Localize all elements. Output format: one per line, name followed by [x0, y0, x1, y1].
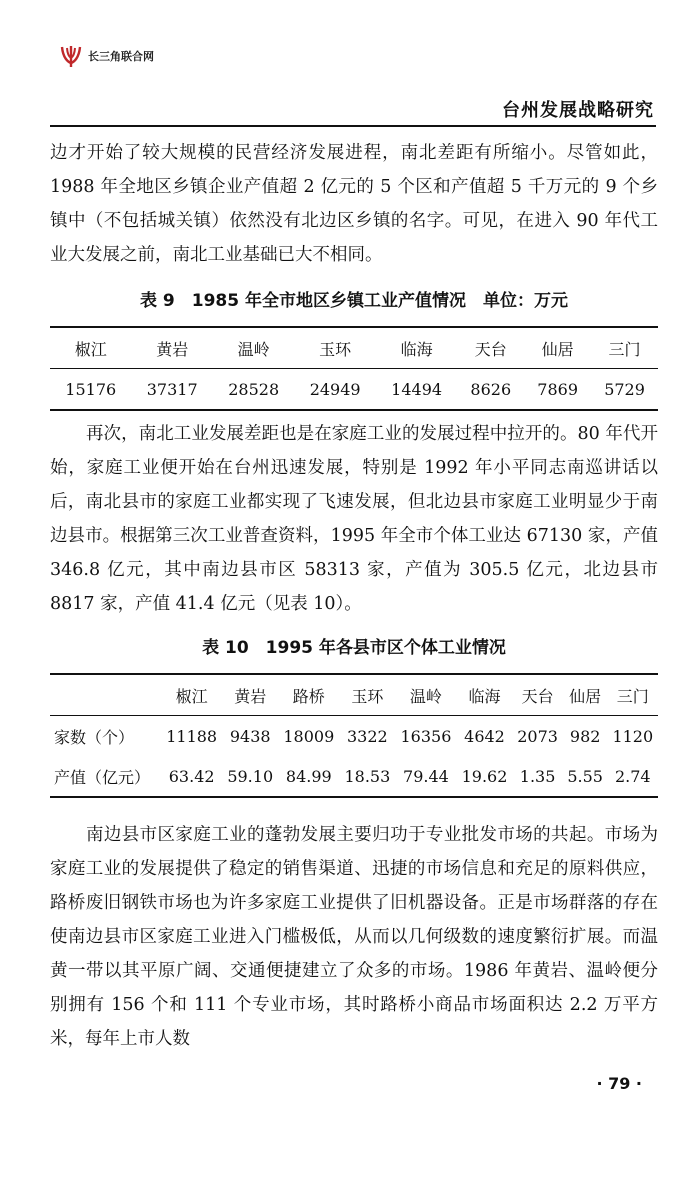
table-cell: 15176: [50, 369, 131, 411]
table-cell: 24949: [294, 369, 375, 411]
header-cell: 玉环: [319, 339, 352, 359]
header-cell: [50, 674, 161, 716]
table-cell: 1.35: [519, 766, 556, 786]
main-text: [50, 136, 658, 1056]
table-header-row: [50, 327, 658, 369]
table-cell: 3322: [339, 716, 395, 757]
header-cell: 临海: [468, 686, 501, 706]
row-label: 产值（亿元）: [54, 767, 151, 787]
table-cell: 2073: [512, 716, 562, 757]
table-cell: 18009: [278, 716, 339, 757]
header-cell: 临海: [400, 339, 433, 359]
header-rule: [50, 125, 656, 127]
header-cell: 温岭: [409, 686, 442, 706]
table-cell: 79.44: [403, 766, 449, 786]
table-cell: 1120: [608, 716, 658, 757]
table-cell: 7869: [524, 369, 591, 411]
table-10: [50, 673, 658, 798]
table-row: [50, 716, 658, 757]
paragraph-1: 边才开始了较大规模的民营经济发展进程，南北差距有所缩小。尽管如此，1988 年全地区乡镇企业产值超 2 亿元的 5 个区和产值超 5 千万元的 9 个乡镇中（不包括城关镇）依然没有北边区乡镇的名字。可见，在进入 90 年代工业大发展之前，南北工业基础已大不相同。: [50, 143, 658, 265]
table-cell: 9438: [222, 716, 278, 757]
paragraph-3: 南边县市区家庭工业的蓬勃发展主要归功于专业批发市场的共起。市场为家庭工业的发展提供了稳定的销售渠道、迅捷的市场信息和充足的原料供应，路桥废旧钢铁市场也为许多家庭工业提供了旧机器设备。正是市场群落的存在使南边县市区家庭工业进入门槛极低，从而以几何级数的速度繁衍扩展。而温黄一带以其平原广阔、交通便捷建立了众多的市场。1986 年黄岩、温岭便分别拥有 156 个和 111 个专业市场，其时路桥小商品市场面积达 2.2 万平方米，每年上市人数: [50, 825, 658, 1049]
paragraph-2: 再次，南北工业发展差距也是在家庭工业的发展过程中拉开的。80 年代开始，家庭工业便开始在台州迅速发展，特别是 1992 年小平同志南巡讲话以后，南北县市的家庭工业都实现了飞速发展，但北边县市家庭工业明显少于南边县市。根据第三次工业普查资料，1995 年全市个体工业达 67130 家，产值 346.8 亿元，其中南边县市区 58313 家，产值为 305.5 亿元，北边县市 8817 家，产值 41.4 亿元（见表 10）。: [50, 424, 658, 614]
table-cell: 4642: [457, 716, 513, 757]
table-cell: 2.74: [614, 766, 651, 786]
table-9: [50, 326, 658, 411]
table-cell: 19.62: [461, 766, 508, 786]
table-9-caption: 表 9 1985 年全市地区乡镇工业产值情况 单位：万元: [140, 291, 568, 311]
header-cell: 仙居: [569, 686, 602, 706]
header-cell: 黄岩: [234, 686, 267, 706]
running-title: 台州发展战略研究: [502, 100, 654, 121]
table-header-row: [50, 674, 658, 716]
row-label: 家数（个）: [50, 716, 161, 757]
table-cell: 84.99: [285, 766, 332, 786]
table-10-caption: 表 10 1995 年各县市区个体工业情况: [202, 638, 506, 658]
table-row: [50, 756, 658, 797]
header-cell: 黄岩: [156, 339, 189, 359]
table-cell: 8626: [457, 369, 524, 411]
header-cell: 三门: [616, 686, 649, 706]
page-number: · 79 ·: [596, 1074, 642, 1093]
table-cell: 5729: [591, 369, 658, 411]
header-cell: 天台: [474, 339, 507, 359]
header-cell: 椒江: [74, 339, 107, 359]
table-cell: 11188: [161, 716, 222, 757]
header-cell: 温岭: [237, 339, 270, 359]
table-cell: 63.42: [168, 766, 215, 786]
table-cell: 59.10: [227, 766, 274, 786]
header-cell: 天台: [521, 686, 554, 706]
header-cell: 玉环: [351, 686, 384, 706]
header-cell: 路桥: [292, 686, 325, 706]
table-cell: 982: [563, 716, 608, 757]
header-cell: 仙居: [541, 339, 574, 359]
header-cell: 椒江: [175, 686, 208, 706]
table-row: [50, 369, 658, 411]
table-cell: 37317: [131, 369, 212, 411]
logo-icon: [60, 44, 82, 68]
logo-text: 长三角联合网: [88, 50, 154, 63]
header-cell: 三门: [608, 339, 641, 359]
site-logo: [60, 44, 154, 68]
table-cell: 28528: [213, 369, 294, 411]
table-cell: 14494: [376, 369, 457, 411]
table-cell: 5.55: [567, 766, 603, 786]
table-cell: 16356: [395, 716, 456, 757]
table-cell: 18.53: [344, 766, 391, 786]
